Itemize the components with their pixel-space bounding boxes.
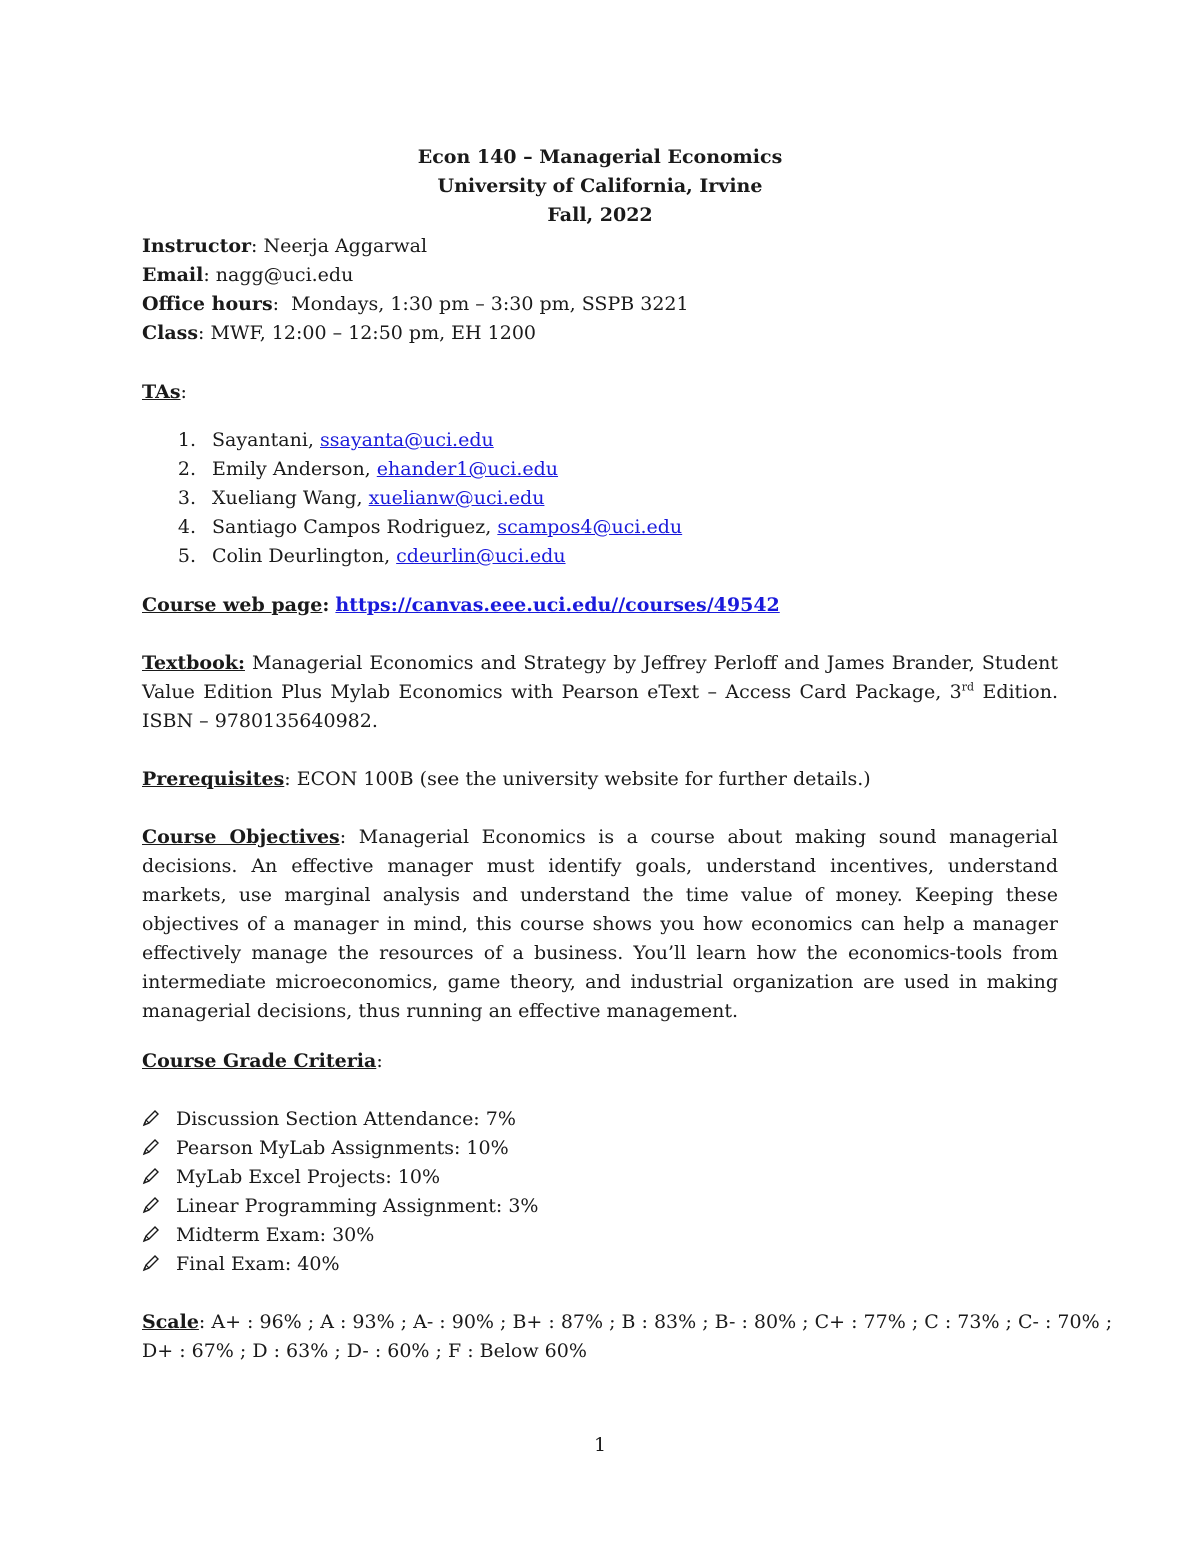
office-hours: Mondays, 1:30 pm – 3:30 pm, SSPB 3221 xyxy=(291,293,689,315)
prerequisites-text: ECON 100B (see the university website for further details.) xyxy=(296,768,871,790)
course-web-page-line: Course web page: https://canvas.eee.uci.edu//courses/49542 xyxy=(142,594,780,616)
grade-criteria-item: Midterm Exam: 30% xyxy=(142,1221,374,1250)
scale-line-2: D+ : 67% ; D : 63% ; D- : 60% ; F : Below 60% xyxy=(142,1340,587,1362)
ta-name: Sayantani, xyxy=(212,429,314,451)
textbook-text: Edition. xyxy=(982,681,1058,703)
grade-criteria-item: Pearson MyLab Assignments: 10% xyxy=(142,1134,509,1163)
grade-criteria-item: Final Exam: 40% xyxy=(142,1250,340,1279)
office-hours-line: Office hours: Mondays, 1:30 pm – 3:30 pm, SSPB 3221 xyxy=(142,293,689,315)
pen-icon xyxy=(142,1138,160,1156)
prerequisites-line: Prerequisites: ECON 100B (see the university website for further details.) xyxy=(142,768,871,790)
tas-label: TAs xyxy=(142,381,181,403)
office-hours-label: Office hours xyxy=(142,293,273,315)
scale-label: Scale xyxy=(142,1311,199,1333)
pen-icon xyxy=(142,1109,160,1127)
class-time: MWF, 12:00 – 12:50 pm, EH 1200 xyxy=(210,322,537,344)
grade-criteria-heading: Course Grade Criteria: xyxy=(142,1050,383,1072)
class-line: Class: MWF, 12:00 – 12:50 pm, EH 1200 xyxy=(142,322,537,344)
grade-criteria-item: Linear Programming Assignment: 3% xyxy=(142,1192,538,1221)
prerequisites-label: Prerequisites xyxy=(142,768,285,790)
textbook-edition-sup: rd xyxy=(961,680,975,694)
ta-email-link[interactable]: scampos4@uci.edu xyxy=(497,516,683,538)
ta-email-link[interactable]: ssayanta@uci.edu xyxy=(320,429,494,451)
textbook-text: Value Edition Plus Mylab Economics with Pearson eText – Access Card Package, 3 xyxy=(142,681,962,703)
page-number: 1 xyxy=(593,1434,607,1456)
scale-line: Scale: A+ : 96% ; A : 93% ; A- : 90% ; B+ : 87% ; B : 83% ; B- : 80% ; C+ : 77% ; C : 73% ; C- : 70% ; xyxy=(142,1311,1113,1333)
course-web-page-link[interactable]: https://canvas.eee.uci.edu//courses/49542 xyxy=(335,594,780,616)
ta-email-link[interactable]: ehander1@uci.edu xyxy=(376,458,559,480)
class-label: Class xyxy=(142,322,199,344)
ta-name: Santiago Campos Rodriguez, xyxy=(212,516,492,538)
tas-heading: TAs: xyxy=(142,381,187,403)
objectives-paragraph: Course Objectives: Managerial Economics is a course about making sound managerial decisions. An effective manager must identify goals, understand incentives, understand markets, use marginal analysis and understand the time value of money. Keeping these objectives of a manager in mind, this course shows you how economics can help a manager effectively manage the resources of a business. You’ll learn how the economics-tools from intermediate microeconomics, game theory, and industrial organization are used in making managerial decisions, thus running an effective management. xyxy=(142,826,1058,1022)
textbook-paragraph xyxy=(142,649,1058,736)
scale-text: A+ : 96% ; A : 93% ; A- : 90% ; B+ : 87% ; B : 83% ; B- : 80% ; C+ : 77% ; C : 73% ; C- : 70% ; xyxy=(211,1311,1113,1333)
textbook-isbn: ISBN – 9780135640982. xyxy=(142,710,378,732)
grade-criteria-label: Course Grade Criteria xyxy=(142,1050,377,1072)
ta-list-item: 1. Sayantani, ssayanta@uci.edu xyxy=(177,429,494,451)
instructor-label: Instructor xyxy=(142,235,252,257)
ta-list-item: 3. Xueliang Wang, xuelianw@uci.edu xyxy=(177,487,545,509)
pen-icon xyxy=(142,1254,160,1272)
instructor-email: nagg@uci.edu xyxy=(215,264,354,286)
textbook-text: Managerial Economics and Strategy by Jeffrey Perloff and James Brander, Student xyxy=(252,652,1058,674)
course-title: Econ 140 – Managerial Economics xyxy=(417,146,783,168)
ta-list-item: 5. Colin Deurlington, cdeurlin@uci.edu xyxy=(177,545,566,567)
pen-icon xyxy=(142,1225,160,1243)
email-label: Email xyxy=(142,264,204,286)
term: Fall, 2022 xyxy=(547,204,653,226)
ta-email-link[interactable]: xuelianw@uci.edu xyxy=(368,487,545,509)
university-name: University of California, Irvine xyxy=(437,175,763,197)
ta-name: Colin Deurlington, xyxy=(212,545,391,567)
ta-list-item: 2. Emily Anderson, ehander1@uci.edu xyxy=(177,458,559,480)
objectives-label: Course Objectives xyxy=(142,826,340,848)
pen-icon xyxy=(142,1196,160,1214)
ta-name: Xueliang Wang, xyxy=(212,487,363,509)
instructor-name: Neerja Aggarwal xyxy=(263,235,428,257)
ta-name: Emily Anderson, xyxy=(212,458,371,480)
email-line: Email: nagg@uci.edu xyxy=(142,264,354,286)
grade-criteria-item: Discussion Section Attendance: 7% xyxy=(142,1105,516,1134)
pen-icon xyxy=(142,1167,160,1185)
ta-list-item: 4. Santiago Campos Rodriguez, scampos4@uci.edu xyxy=(177,516,683,538)
instructor-line: Instructor: Neerja Aggarwal xyxy=(142,235,428,257)
course-web-page-label: Course web page xyxy=(142,594,323,616)
grade-criteria-item: MyLab Excel Projects: 10% xyxy=(142,1163,440,1192)
ta-email-link[interactable]: cdeurlin@uci.edu xyxy=(396,545,566,567)
textbook-label: Textbook: xyxy=(142,652,245,674)
